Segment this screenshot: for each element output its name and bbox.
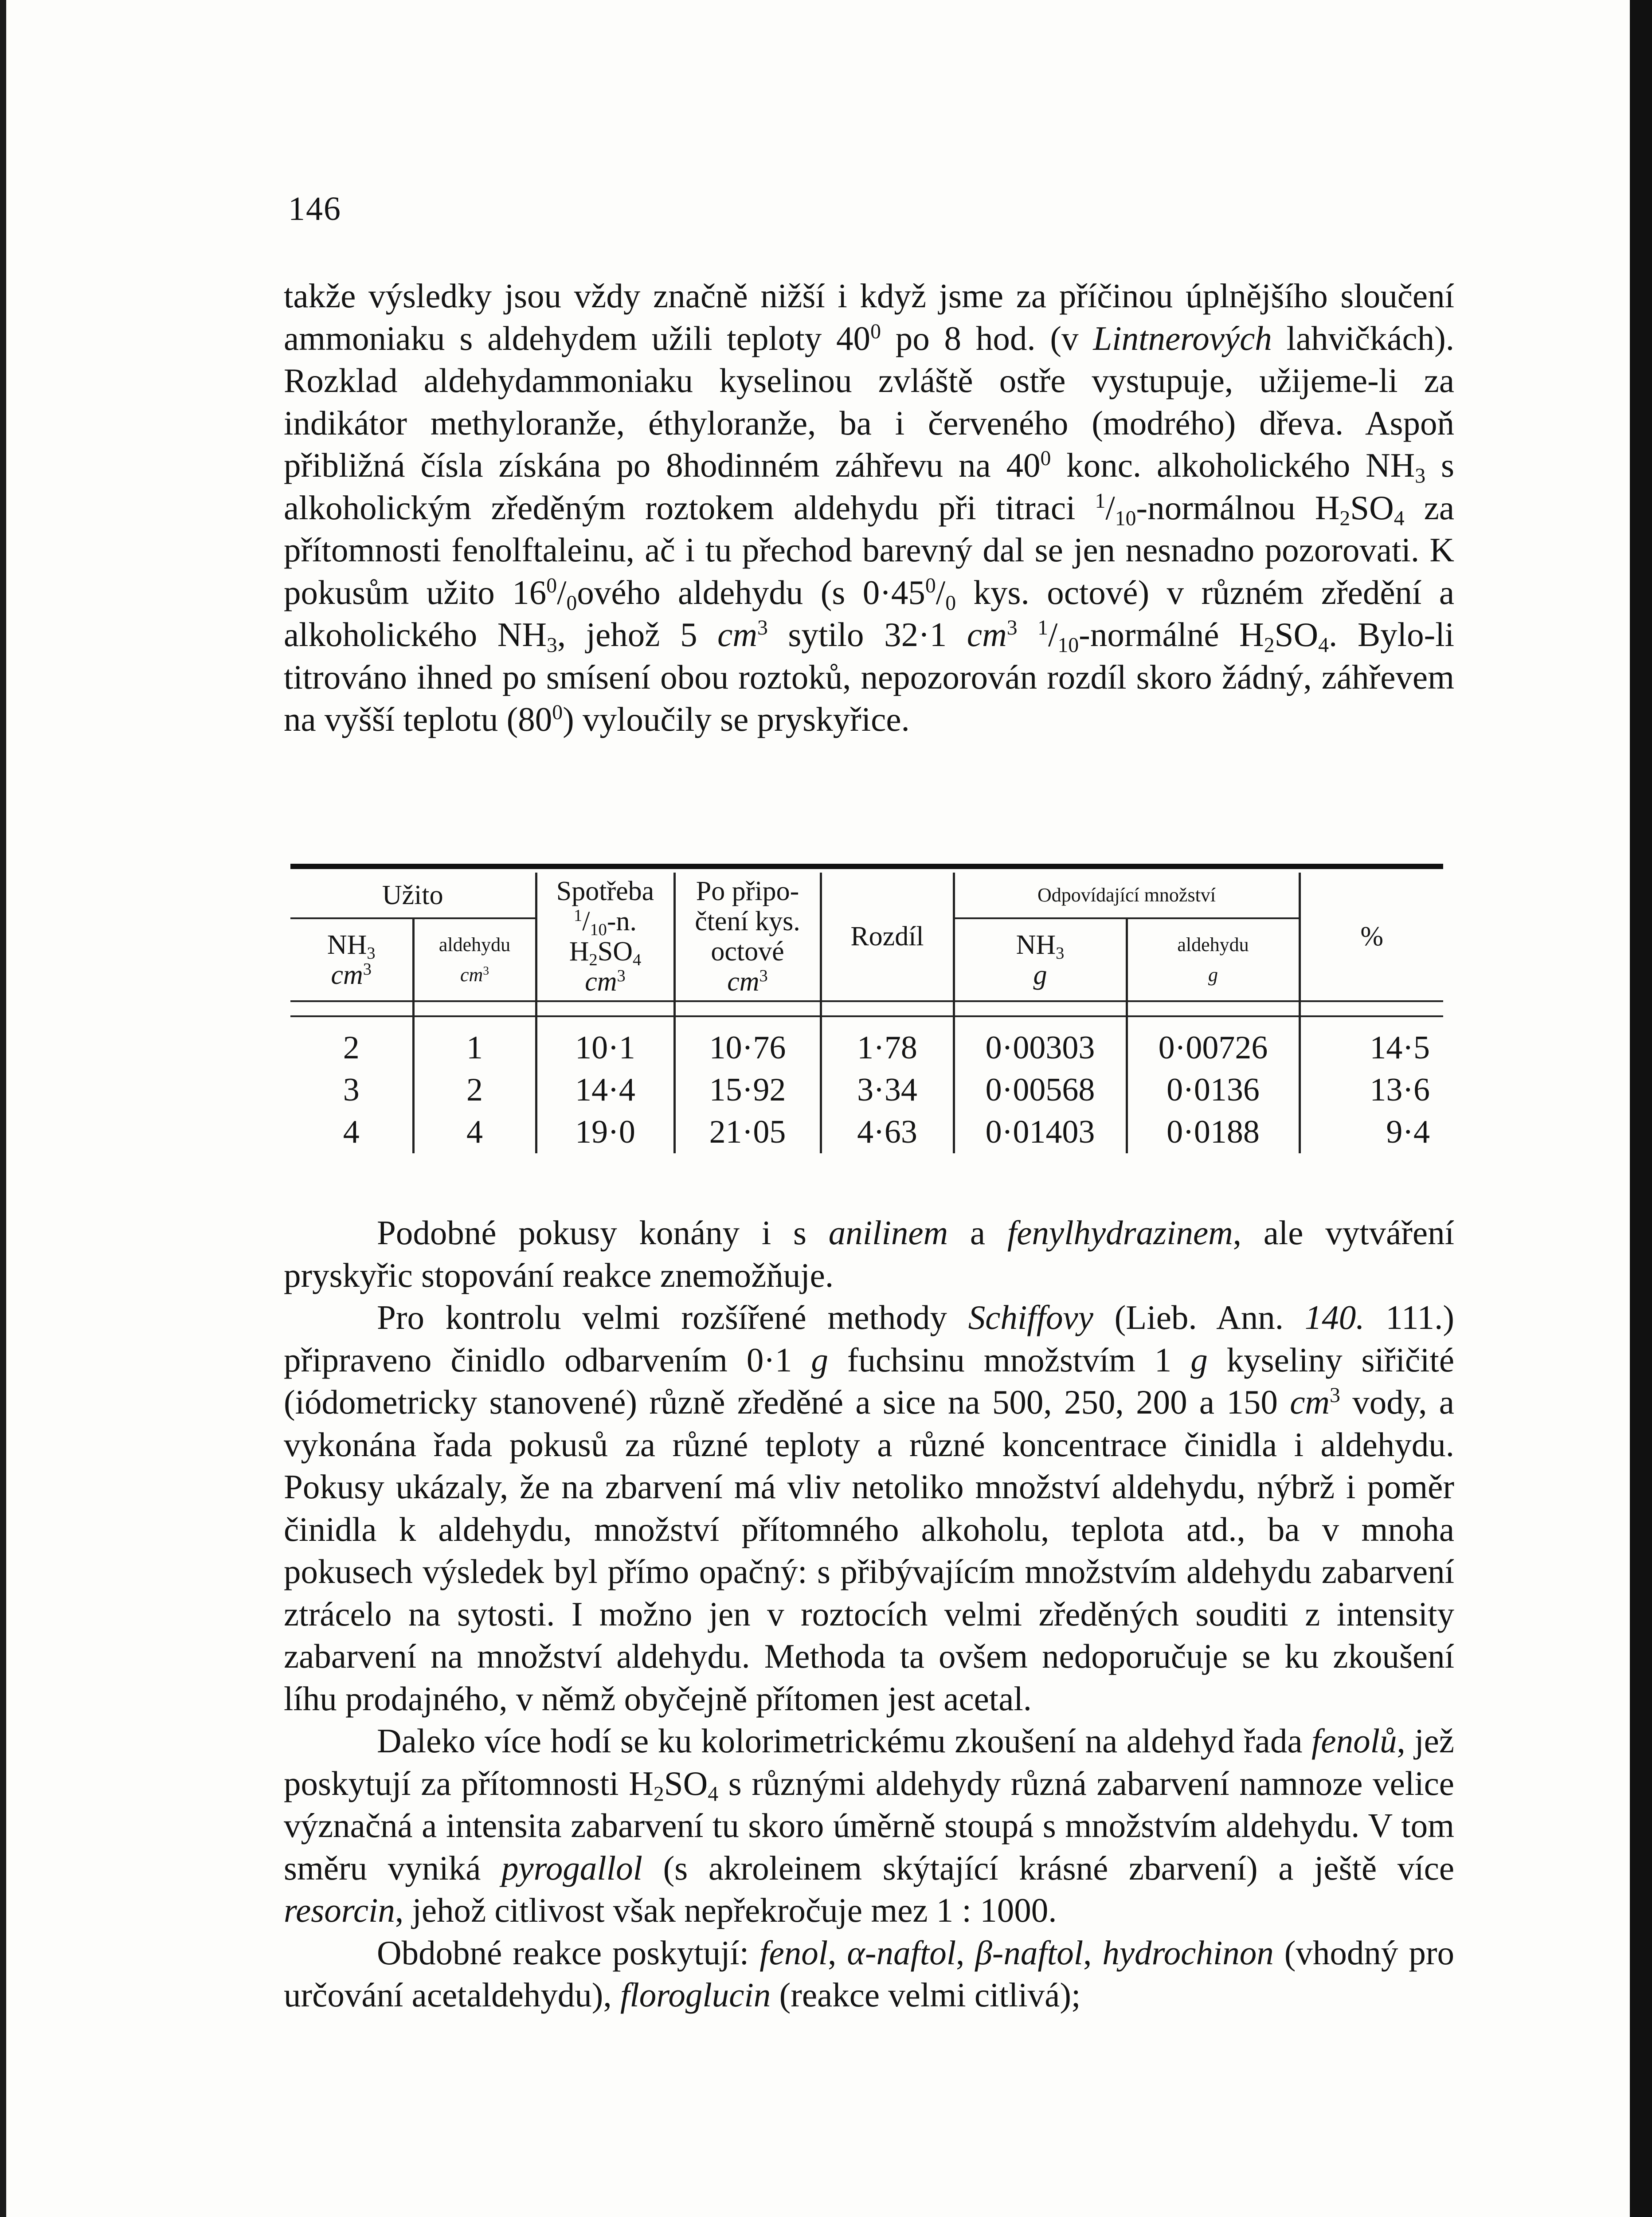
cell-nh3-cm3: 2 <box>343 1030 360 1066</box>
table-top-rule <box>290 864 1443 869</box>
header-uzito: Užito <box>290 873 536 918</box>
cell-nh3-g: 0·01403 <box>954 1111 1127 1153</box>
cell-spotreba: 10·1 <box>536 1016 674 1069</box>
header-nh3-g: $NH_3$ g <box>954 918 1127 1001</box>
table-header-row-1 <box>290 873 1443 918</box>
header-aldehydu-cm3: aldehydu $cm^3$ <box>413 918 536 1001</box>
header-percent: % <box>1300 873 1443 1001</box>
cell-nh3-g: 0·00568 <box>954 1069 1127 1111</box>
table-row <box>290 1069 1443 1111</box>
paragraph-4: Daleko více hodí se ku kolorimetrickému zkoušení na aldehyd řada fenolů, jež poskytují za přítomnosti $H_2SO_4$ s různými aldehydy různá zabarvení namnoze velice význačná a intensita zabarvení tu skoro úměrně stoupá s množstvím aldehydu. V tom směru vyniká pyrogallol (s akroleinem skýtající krásné zbarvení) a ještě více resorcin, jehož citlivost však nepřekročuje mez 1 : 1000. <box>284 1722 1454 1929</box>
cell-spotreba: 14·4 <box>536 1069 674 1111</box>
body-text-top <box>284 275 1454 741</box>
header-po-pripocteni: Po připo- čtení kys. octové $cm^3$ <box>674 873 821 1001</box>
results-table <box>290 864 1443 1153</box>
paragraph-1: takže výsledky jsou vždy značně nižší i když jsme za příčinou úplnějšího sloučení ammoniaku s aldehydem užili teploty $40^0$ po 8 hod. (v Lintnerových lahvičkách). Rozklad aldehydammoniaku kyselinou zvláště ostře vystupuje, užijeme-li za indikátor methyloranže, éthyloranže, ba i červeného (modrého) dřeva. Aspoň přibližná čísla získána po 8hodinném záhřevu na $40^0$ konc. alkoholického $NH_3$ s alkoholickým zředěným roztokem aldehydu při titraci $^1/_{10}$-normálnou $H_2SO_4$ za přítomnosti fenolftaleinu, ač i tu přechod barevný dal se jen nesnadno pozorovati. K pokusům užito $16^0/_0ového$ aldehydu (s $0\cdot 45^0/_0$ kys. octové) v různém zředění a alkoholického $NH_3$, jehož 5 $cm^3$ sytilo 32·1 $cm^3$ $^1/_{10}$-normálné $H_2SO_4$. Bylo-li titrováno ihned po smísení obou roztoků, nepozorován rozdíl skoro žádný, záhřevem na vyšší teplotu $(80^0)$ vyloučily se pryskyřice. <box>284 277 1455 738</box>
cell-po-pripocteni: 21·05 <box>674 1111 821 1153</box>
cell-aldehydu-cm3: 4 <box>413 1111 536 1153</box>
cell-rozdil: 4·63 <box>821 1111 954 1153</box>
table-row <box>290 1111 1443 1153</box>
paragraph-2: Podobné pokusy konány i s anilinem a fenylhydrazinem, ale vytváření pryskyřic stopování reakce znemožňuje. <box>284 1214 1455 1294</box>
cell-rozdil: 3·34 <box>821 1069 954 1111</box>
cell-po-pripocteni: 15·92 <box>674 1069 821 1111</box>
cell-aldehydu-cm3: 1 <box>413 1016 536 1069</box>
cell-spotreba: 19·0 <box>536 1111 674 1153</box>
paragraph-3: Pro kontrolu velmi rozšířené methody Schiffovy (Lieb. Ann. 140. 111.) připraveno činidlo odbarvením 0·1 g fuchsinu množstvím 1 g kyseliny siřičité (iódometricky stanovené) různě zředěné a sice na 500, 250, 200 a 150 $cm^3$ vody, a vykonána řada pokusů za různé teploty a různé koncentrace činidla i aldehydu. Pokusy ukázaly, že na zbarvení má vliv netoliko množství aldehydu, nýbrž i poměr činidla k aldehydu, množství přítomného alkoholu, teplota atd., ba v mnoha pokusech výsledek byl přímo opačný: s přibývajícím množstvím aldehydu zabarvení ztrácelo na sytosti. I možno jen v roztocích velmi zředěných souditi z intensity zabarvení na množství aldehydu. Methoda ta ovšem nedoporučuje se ku zkoušení líhu prodajného, v němž obyčejně přítomen jest acetal. <box>284 1298 1454 1718</box>
cell-aldehydu-g: 0·00726 <box>1127 1016 1300 1069</box>
cell-nh3-cm3: 4 <box>343 1114 360 1150</box>
body-text-bottom <box>284 1212 1454 2017</box>
header-odpovidajici-mnozstvi: Odpovídající množství <box>954 873 1300 918</box>
cell-po-pripocteni: 10·76 <box>674 1016 821 1069</box>
page-number: 146 <box>288 190 341 227</box>
cell-rozdil: 1·78 <box>821 1016 954 1069</box>
cell-nh3-g: 0·00303 <box>954 1016 1127 1069</box>
cell-aldehydu-g: 0·0136 <box>1127 1069 1300 1111</box>
cell-percent: 13·6 <box>1300 1069 1443 1111</box>
header-spotreba: Spotřeba $^1/_{10}-n$. $H_2SO_4$ $cm^3$ <box>536 873 674 1001</box>
cell-nh3-cm3: 3 <box>343 1072 360 1108</box>
table-row <box>290 1016 1443 1069</box>
cell-aldehydu-cm3: 2 <box>413 1069 536 1111</box>
header-separator <box>290 1001 1443 1016</box>
header-rozdil: Rozdíl <box>821 873 954 1001</box>
cell-aldehydu-g: 0·0188 <box>1127 1111 1300 1153</box>
header-aldehydu-g: aldehydu g <box>1127 918 1300 1001</box>
scan-right-edge <box>1630 0 1652 2217</box>
paragraph-5: Obdobné reakce poskytují: fenol, α-naftol, β-naftol, hydrochinon (vhodný pro určování acetaldehydu), floroglucin (reakce velmi citlivá); <box>284 1933 1455 2014</box>
header-nh3-cm3: $NH_3$ $cm^3$ <box>327 929 376 990</box>
cell-percent: 14·5 <box>1300 1016 1443 1069</box>
scan-left-edge <box>0 0 6 2217</box>
cell-percent: 9·4 <box>1300 1111 1443 1153</box>
